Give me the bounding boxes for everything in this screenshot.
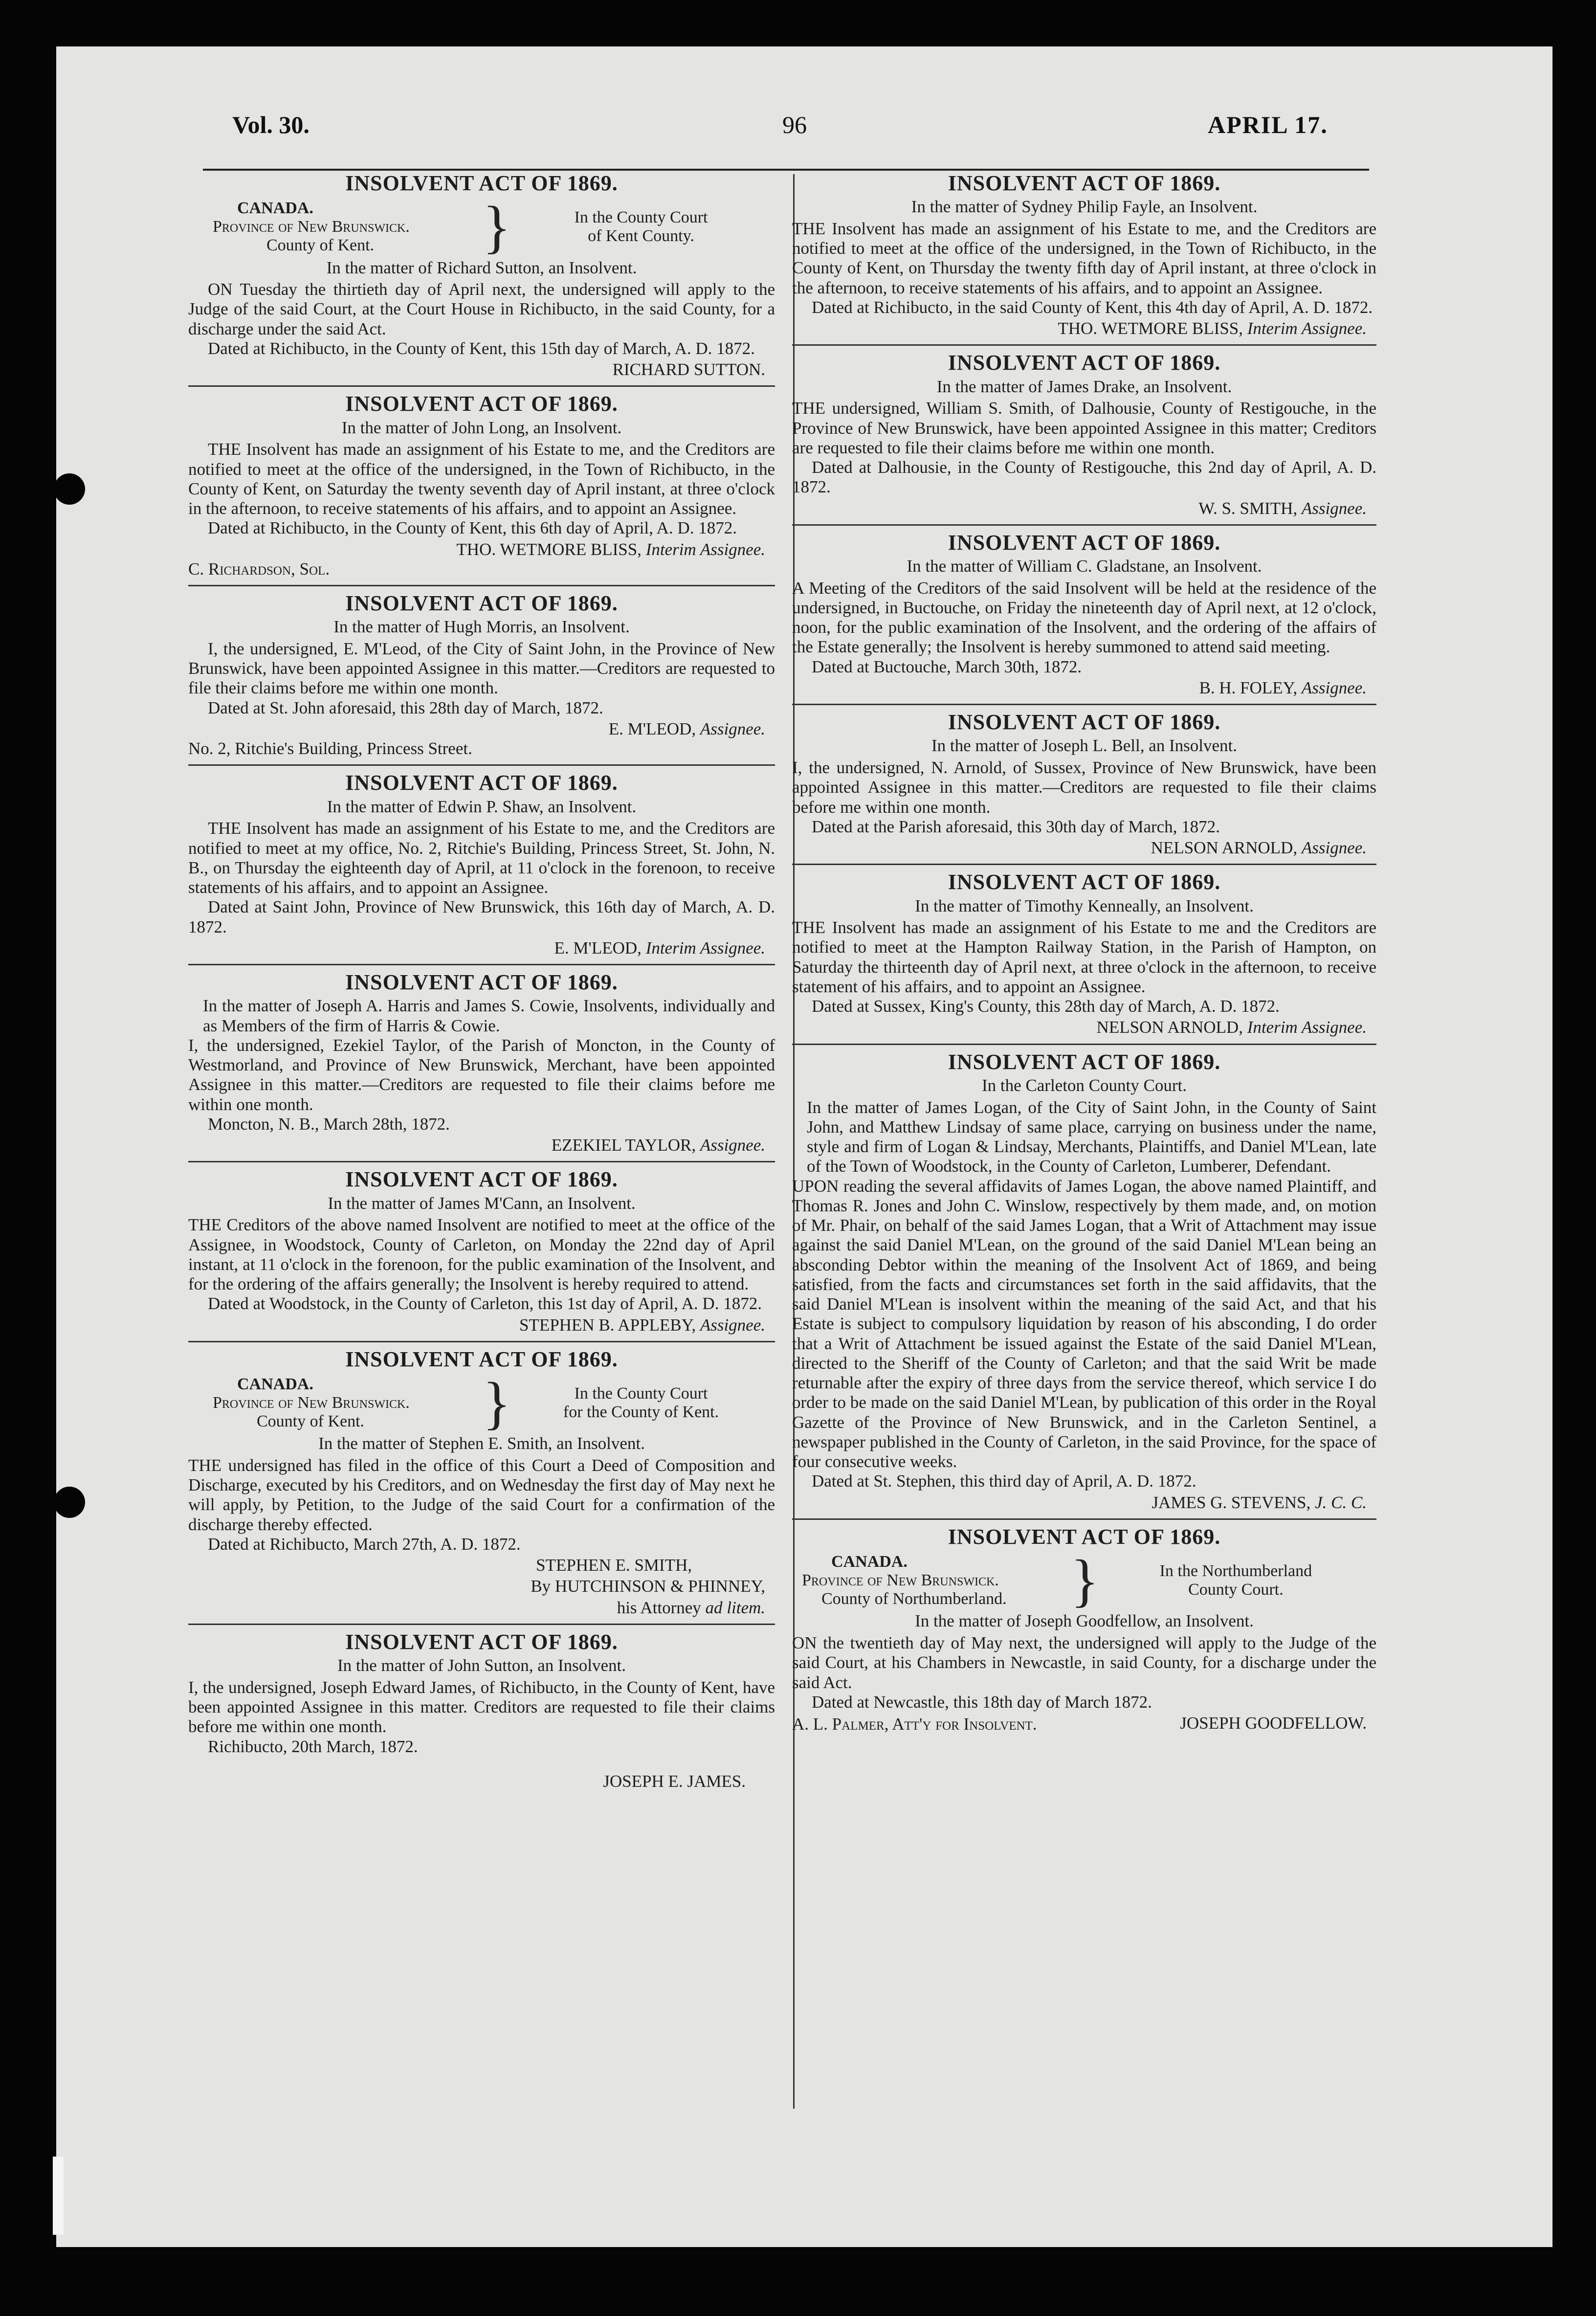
page-edge-mark <box>53 2157 64 2235</box>
signature: NELSON ARNOLD, <box>1096 1018 1243 1037</box>
notice-sydney-fayle <box>792 171 1376 346</box>
notice-body: ON the twentieth day of May next, the undersigned will apply to the Judge of the said Court, at his Chambers in Newcastle, in said County, for a discharge under the said Act. <box>792 1633 1376 1692</box>
matter-line: In the matter of James Drake, an Insolvent. <box>936 377 1232 396</box>
notice-body: THE Creditors of the above named Insolvent are notified to meet at the office of the Assignee, in Woodstock, County of Carleton, on Monday the 22nd day of April instant, at 11 o'clock in the forenoon, for the public examination of the Insolvent, and for the ordering of the affairs generally; the Insolvent is hereby required to attend. <box>188 1215 775 1294</box>
signature: JAMES G. STEVENS, <box>1152 1492 1311 1512</box>
notice-joseph-bell <box>792 710 1376 865</box>
notice-title: INSOLVENT ACT OF 1869. <box>948 1049 1221 1074</box>
dated-line: Dated at Newcastle, this 18th day of March 1872. <box>812 1692 1152 1712</box>
notice-joseph-goodfellow <box>792 1525 1376 1735</box>
signature-role: Assignee. <box>700 719 765 738</box>
signature-role: Assignee. <box>1301 498 1367 518</box>
notice-william-gladstane <box>792 531 1376 705</box>
signature-role: Interim Assignee. <box>1247 319 1367 338</box>
matter-line: In the matter of James M'Cann, an Insolvent. <box>328 1193 636 1213</box>
dated-line: Dated at Richibucto, in the said County of Kent, this 4th day of April, A. D. 1872. <box>812 297 1373 317</box>
notice-title: INSOLVENT ACT OF 1869. <box>948 710 1221 735</box>
signature: B. H. FOLEY, <box>1199 678 1298 697</box>
brace-glyph: } <box>1070 1548 1099 1613</box>
attorney-line: A. L. Palmer, Att'y for Insolvent. <box>792 1715 1037 1734</box>
signature-attorney: his Attorney <box>617 1598 701 1617</box>
signature: RICHARD SUTTON. <box>612 360 765 379</box>
province-line: Province of New Brunswick. <box>213 218 410 236</box>
jurisdiction-block <box>792 1548 1376 1613</box>
notice-john-long <box>188 392 775 586</box>
country-line: CANADA. <box>237 199 313 218</box>
signature: JOSEPH GOODFELLOW. <box>1180 1714 1367 1733</box>
court-line: for the County of Kent. <box>563 1403 719 1422</box>
notice-body: I, the undersigned, Ezekiel Taylor, of the Parish of Moncton, in the County of Westmorland, and Province of New Brunswick, Merchant, have been appointed Assignee in this matter.—Creditors are requested to file their claims before me within one month. <box>188 1035 775 1114</box>
matter-line: In the matter of Stephen E. Smith, an Insolvent. <box>318 1434 645 1453</box>
court-heading: In the Carleton County Court. <box>982 1076 1187 1095</box>
brace-glyph: } <box>483 194 511 260</box>
signature-role: Assignee. <box>1301 838 1367 858</box>
signature-role: Assignee. <box>700 1315 765 1335</box>
dated-line: Dated at Sussex, King's County, this 28th day of March, A. D. 1872. <box>812 997 1280 1016</box>
notice-james-drake <box>792 351 1376 525</box>
signature: STEPHEN E. SMITH, <box>536 1556 692 1575</box>
signature-role: Interim Assignee. <box>645 938 765 958</box>
dated-line: Dated at Richibucto, in the County of Kent, this 15th day of March, A. D. 1872. <box>208 338 755 358</box>
header-rule <box>203 169 1369 171</box>
dated-line: Richibucto, 20th March, 1872. <box>208 1737 418 1756</box>
dated-line: Dated at Saint John, Province of New Brunswick, this 16th day of March, A. D. 1872. <box>188 897 775 936</box>
matter-line: In the matter of John Long, an Insolvent. <box>341 418 622 437</box>
signature-role: J. C. C. <box>1315 1492 1367 1512</box>
notice-title: INSOLVENT ACT OF 1869. <box>345 591 618 616</box>
signature: THO. WETMORE BLISS, <box>1058 319 1243 338</box>
signature: E. M'LEOD, <box>554 938 642 958</box>
notice-title: INSOLVENT ACT OF 1869. <box>345 392 618 416</box>
signature-role: Interim Assignee. <box>1247 1018 1367 1037</box>
court-line: In the Northumberland <box>1159 1562 1312 1581</box>
province-line: Province of New Brunswick. <box>213 1394 410 1412</box>
province-line: Province of New Brunswick. <box>802 1571 999 1590</box>
notice-body: THE undersigned, William S. Smith, of Dalhousie, County of Restigouche, in the Province of New Brunswick, have been appointed Assignee in this matter; Creditors are requested to file their claims before me within one month. <box>792 399 1376 457</box>
notice-title: INSOLVENT ACT OF 1869. <box>345 771 618 795</box>
notice-title: INSOLVENT ACT OF 1869. <box>948 1524 1221 1549</box>
notice-body: THE undersigned has filed in the office of this Court a Deed of Composition and Discharge, executed by his Creditors, and on Wednesday the first day of May next he will apply, by Petition, to the Judge of the said Court for a confirmation of the discharge thereby effected. <box>188 1455 775 1534</box>
solicitor-line: C. Richardson, Sol. <box>188 559 330 579</box>
matter-line: In the matter of Joseph L. Bell, an Insolvent. <box>931 736 1237 756</box>
matter-line: In the matter of Joseph A. Harris and James S. Cowie, Insolvents, individually and as Members of the firm of Harris & Cowie. <box>203 996 775 1035</box>
notice-title: INSOLVENT ACT OF 1869. <box>345 1347 618 1371</box>
dated-line: Dated at Buctouche, March 30th, 1872. <box>812 657 1082 676</box>
notice-title: INSOLVENT ACT OF 1869. <box>948 351 1221 375</box>
signature-role: Assignee. <box>700 1136 765 1155</box>
notice-richard-sutton <box>188 171 775 387</box>
signature: STEPHEN B. APPLEBY, <box>519 1315 696 1335</box>
signature-agent: By HUTCHINSON & PHINNEY, <box>531 1577 765 1596</box>
signature: W. S. SMITH, <box>1198 498 1298 518</box>
right-column <box>792 171 1376 1735</box>
notice-body: THE Insolvent has made an assignment of his Estate to me, and the Creditors are notified to meet at the office of the undersigned, in the Town of Richibucto, in the County of Kent, on Saturday the twenty seventh day of April instant, at three o'clock in the afternoon, to receive statements of his affairs, and to appoint an Assignee. <box>188 440 775 518</box>
matter-line: In the matter of William C. Gladstane, an Insolvent. <box>907 557 1262 576</box>
jurisdiction-block <box>188 1370 775 1436</box>
court-line: In the County Court <box>574 208 708 227</box>
matter-line: In the matter of John Sutton, an Insolvent. <box>337 1656 626 1675</box>
notice-body: I, the undersigned, N. Arnold, of Sussex, Province of New Brunswick, have been appointed Assignee in this matter.—Creditors are requested to file their claims before me within one month. <box>792 758 1376 817</box>
page-number: 96 <box>782 111 807 138</box>
notice-title: INSOLVENT ACT OF 1869. <box>345 1630 618 1654</box>
volume-label: Vol. 30. <box>232 111 310 138</box>
notice-body: I, the undersigned, E. M'Leod, of the City of Saint John, in the Province of New Brunswick, have been appointed Assignee in this matter.—Creditors are requested to file their claims before me within one month. <box>188 639 775 698</box>
notice-harris-cowie <box>188 970 775 1162</box>
jurisdiction-block <box>188 194 775 260</box>
dated-line: Dated at Woodstock, in the County of Carleton, this 1st day of April, A. D. 1872. <box>208 1294 762 1314</box>
notice-title: INSOLVENT ACT OF 1869. <box>948 870 1221 894</box>
notice-hugh-morris <box>188 591 775 766</box>
county-line: County of Northumberland. <box>821 1590 1007 1608</box>
signature: E. M'LEOD, <box>608 719 696 738</box>
county-line: County of Kent. <box>257 1412 365 1431</box>
notice-title: INSOLVENT ACT OF 1869. <box>948 530 1221 555</box>
notice-james-mccann <box>188 1167 775 1342</box>
matter-line: In the matter of Hugh Morris, an Insolvent. <box>333 617 630 637</box>
dated-line: Dated at Richibucto, March 27th, A. D. 1872. <box>208 1534 521 1554</box>
notice-edwin-shaw <box>188 771 775 965</box>
dated-line: Dated at St. John aforesaid, this 28th day of March, 1872. <box>208 698 603 717</box>
court-line: of Kent County. <box>588 227 694 245</box>
court-line: In the County Court <box>574 1384 708 1403</box>
signature: THO. WETMORE BLISS, <box>456 539 642 559</box>
signature: JOSEPH E. JAMES. <box>603 1771 746 1791</box>
notice-title: INSOLVENT ACT OF 1869. <box>345 171 618 195</box>
issue-date: APRIL 17. <box>1208 111 1328 138</box>
signature-role: Assignee. <box>1301 678 1367 697</box>
notice-body: ON Tuesday the thirtieth day of April next, the undersigned will apply to the Judge of the said Court, at the Court House in Richibucto, in the said County, for a discharge under the said Act. <box>188 280 775 338</box>
left-column <box>188 171 775 1791</box>
notice-title: INSOLVENT ACT OF 1869. <box>345 970 618 995</box>
signature: NELSON ARNOLD, <box>1151 838 1298 858</box>
preamble: In the matter of James Logan, of the City of Saint John, in the County of Saint John, and Matthew Lindsay of same place, carrying on business under the name, style and firm of Logan & Lindsay, Merchants, Plaintiffs, and Daniel M'Lean, late of the Town of Woodstock, in the County of Carleton, Lumberer, Defendant. <box>807 1097 1376 1176</box>
punch-hole-lower <box>54 1487 85 1518</box>
notice-title: INSOLVENT ACT OF 1869. <box>345 1167 618 1192</box>
punch-hole-upper <box>54 473 85 505</box>
notice-john-sutton <box>188 1630 775 1791</box>
address-line: No. 2, Ritchie's Building, Princess Street. <box>188 739 472 758</box>
matter-line: In the matter of Sydney Philip Fayle, an Insolvent. <box>911 197 1258 217</box>
matter-line: In the matter of Richard Sutton, an Insolvent. <box>326 258 637 277</box>
county-line: County of Kent. <box>266 236 375 255</box>
country-line: CANADA. <box>237 1375 313 1394</box>
matter-line: In the matter of Timothy Kenneally, an Insolvent. <box>915 896 1254 915</box>
signature-role: Interim Assignee. <box>645 539 765 559</box>
notice-stephen-smith <box>188 1347 775 1625</box>
notice-timothy-kenneally <box>792 870 1376 1045</box>
signature-attorney-role: ad litem. <box>705 1598 765 1617</box>
dated-line: Moncton, N. B., March 28th, 1872. <box>208 1114 450 1134</box>
brace-glyph: } <box>483 1370 511 1436</box>
matter-line: In the matter of Joseph Goodfellow, an Insolvent. <box>915 1611 1254 1631</box>
notice-body: I, the undersigned, Joseph Edward James, of Richibucto, in the County of Kent, have been appointed Assignee in this matter. Creditors are requested to file their claims before me within one month. <box>188 1677 775 1737</box>
matter-line: In the matter of Edwin P. Shaw, an Insolvent. <box>327 797 637 816</box>
dated-line: Dated at Richibucto, in the County of Kent, this 6th day of April, A. D. 1872. <box>208 518 737 538</box>
dated-line: Dated at St. Stephen, this third day of April, A. D. 1872. <box>812 1471 1197 1491</box>
notice-title: INSOLVENT ACT OF 1869. <box>948 171 1221 195</box>
notice-body: THE Insolvent has made an assignment of his Estate to me, and the Creditors are notified to meet at my office, No. 2, Ritchie's Building, Princess Street, St. John, N. B., on Thursday the eighteenth day of April, at 11 o'clock in the forenoon, to receive statements of his affairs, and to appoint an Assignee. <box>188 819 775 897</box>
country-line: CANADA. <box>831 1553 908 1571</box>
notice-body: A Meeting of the Creditors of the said Insolvent will be held at the residence of the undersigned, in Buctouche, on Friday the nineteenth day of April next, at 12 o'clock, noon, for the public examination of the Insolvent, and the ordering of the affairs of the Estate generally; the Insolvent is hereby summoned to attend said meeting. <box>792 578 1376 657</box>
notice-logan-lindsay <box>792 1050 1376 1520</box>
notice-body: THE Insolvent has made an assignment of his Estate to me, and the Creditors are notified to meet at the office of the undersigned, in the Town of Richibucto, in the County of Kent, on Thursday the twenty fifth day of April instant, at three o'clock in the afternoon, to receive statements of his affairs, and to appoint an Assignee. <box>792 219 1376 297</box>
dated-line: Dated at Dalhousie, in the County of Restigouche, this 2nd day of April, A. D. 1872. <box>792 458 1376 497</box>
signature: EZEKIEL TAYLOR, <box>551 1136 696 1155</box>
court-line: County Court. <box>1188 1581 1284 1599</box>
dated-line: Dated at the Parish aforesaid, this 30th day of March, 1872. <box>812 817 1220 836</box>
notice-body: THE Insolvent has made an assignment of his Estate to me and the Creditors are notified to meet at the Hampton Railway Station, in the Parish of Hampton, on Saturday the thirteenth day of April next, at three o'clock in the afternoon, to receive statement of his affairs, and to appoint an Assignee. <box>792 918 1376 996</box>
notice-body: UPON reading the several affidavits of James Logan, the above named Plaintiff, and Thomas R. Jones and John C. Winslow, respectively by them made, and, on motion of Mr. Phair, on behalf of the said James Logan, that a Writ of Attachment may issue against the said Daniel M'Lean, on the ground of the said Daniel M'Lean being an absconding Debtor within the meaning of the Insolvent Act of 1869, and being satisfied, from the facts and circumstances set forth in the said affidavits, that the said Daniel M'Lean is insolvent within the meaning of the said Act, and that his Estate is subject to compulsory liquidation by reason of his absconding, I do order that a Writ of Attachment be issued against the Estate of the said Daniel M'Lean, directed to the Sheriff of the County of Carleton; and that the said Writ be made returnable after the expiry of three days from the service thereof, which service I do order to be made on the said Daniel M'Lean, by publication of this order in the Royal Gazette of the Province of New Brunswick, and in the Carleton Sentinel, a newspaper published in the County of Carleton, in the said Province, for the space of four consecutive weeks. <box>792 1176 1376 1471</box>
